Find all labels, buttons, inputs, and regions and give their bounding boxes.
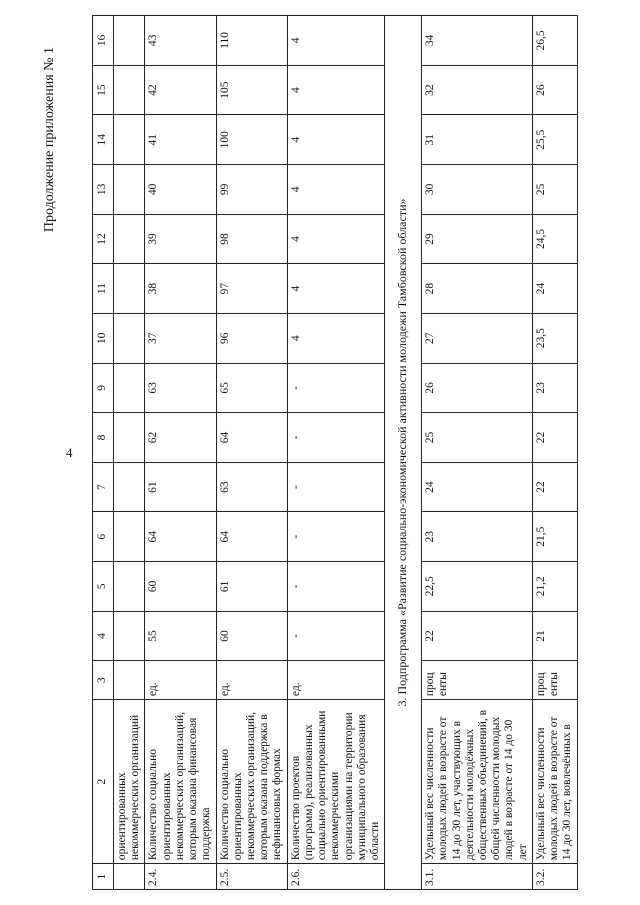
value-cell: 65 xyxy=(216,363,287,413)
value-cell: 96 xyxy=(216,313,287,363)
value-cell xyxy=(114,512,145,562)
indicator-name: Количество социально ориентированных некоммерческих организаций, которым оказана поддержка в нефинансовых формах xyxy=(216,700,287,864)
value-cell: 42 xyxy=(145,65,216,115)
appendix-caption: Продолжение приложения № 1 xyxy=(42,47,57,233)
value-cell: 61 xyxy=(145,462,216,512)
value-cell: 22,5 xyxy=(422,562,533,612)
value-cell: 100 xyxy=(216,115,287,165)
subprogram-row xyxy=(385,16,422,890)
value-cell xyxy=(114,65,145,115)
unit-cell xyxy=(114,661,145,700)
table-row xyxy=(532,16,577,890)
value-cell: 26 xyxy=(532,65,577,115)
table-row xyxy=(422,16,533,890)
value-cell: 4 xyxy=(287,264,385,314)
value-cell: 39 xyxy=(145,214,216,264)
value-cell: 27 xyxy=(422,313,533,363)
value-cell: 24 xyxy=(422,462,533,512)
value-cell: - xyxy=(287,363,385,413)
value-cell: 99 xyxy=(216,165,287,215)
indicator-name: Удельный вес численности молодых людей в возрасте от 14 до 30 лет, вовлечённых в xyxy=(532,700,577,864)
value-cell: 4 xyxy=(287,115,385,165)
value-cell: 4 xyxy=(287,214,385,264)
unit-cell: ед. xyxy=(145,661,216,700)
value-cell: 23 xyxy=(422,512,533,562)
value-cell: 4 xyxy=(287,65,385,115)
value-cell: - xyxy=(287,611,385,661)
value-cell: 4 xyxy=(287,165,385,215)
row-number: 3.2. xyxy=(532,864,577,890)
value-cell xyxy=(114,462,145,512)
unit-cell: ед. xyxy=(287,661,385,700)
value-cell: 97 xyxy=(216,264,287,314)
header-cell: 14 xyxy=(93,115,114,165)
value-cell xyxy=(114,413,145,463)
header-cell: 5 xyxy=(93,562,114,612)
value-cell: 34 xyxy=(422,16,533,66)
unit-cell: проц енты xyxy=(422,661,533,700)
table-row xyxy=(145,16,216,890)
value-cell xyxy=(114,611,145,661)
value-cell: 105 xyxy=(216,65,287,115)
value-cell: 60 xyxy=(145,562,216,612)
header-cell: 10 xyxy=(93,313,114,363)
row-number: 2.6. xyxy=(287,864,385,890)
header-cell: 13 xyxy=(93,165,114,215)
value-cell: 4 xyxy=(287,16,385,66)
header-cell: 7 xyxy=(93,462,114,512)
value-cell xyxy=(114,562,145,612)
value-cell: 21,5 xyxy=(532,512,577,562)
value-cell xyxy=(114,363,145,413)
row-number xyxy=(114,864,145,890)
value-cell: 23 xyxy=(532,363,577,413)
value-cell: 28 xyxy=(422,264,533,314)
header-cell: 8 xyxy=(93,413,114,463)
value-cell: 24,5 xyxy=(532,214,577,264)
value-cell: 32 xyxy=(422,65,533,115)
value-cell: 37 xyxy=(145,313,216,363)
header-cell: 3 xyxy=(93,661,114,700)
value-cell: 24 xyxy=(532,264,577,314)
value-cell: - xyxy=(287,512,385,562)
value-cell: 23,5 xyxy=(532,313,577,363)
value-cell xyxy=(114,165,145,215)
table-row xyxy=(216,16,287,890)
value-cell: 30 xyxy=(422,165,533,215)
value-cell: 22 xyxy=(422,611,533,661)
value-cell: 41 xyxy=(145,115,216,165)
value-cell: 55 xyxy=(145,611,216,661)
rotated-page xyxy=(42,10,612,890)
value-cell: 64 xyxy=(216,413,287,463)
header-cell: 16 xyxy=(93,16,114,66)
unit-cell: проц енты xyxy=(532,661,577,700)
value-cell: 61 xyxy=(216,562,287,612)
value-cell: 64 xyxy=(145,512,216,562)
value-cell: - xyxy=(287,462,385,512)
table-row xyxy=(114,16,145,890)
header-cell: 2 xyxy=(93,700,114,864)
value-cell: 63 xyxy=(145,363,216,413)
indicator-name: Удельный вес численности молодых людей в возрасте от 14 до 30 лет, участвующих в деятельности молодёжных общественных объединений, в общей численности молодых людей в возрасте от 14 до 30 лет xyxy=(422,700,533,864)
value-cell: 64 xyxy=(216,512,287,562)
value-cell: - xyxy=(287,413,385,463)
value-cell: 25 xyxy=(422,413,533,463)
indicator-name: ориентированных некоммерческих организаций xyxy=(114,700,145,864)
page-number: 4 xyxy=(66,445,73,460)
value-cell: 63 xyxy=(216,462,287,512)
value-cell: 22 xyxy=(532,462,577,512)
value-cell: 110 xyxy=(216,16,287,66)
table-header-row xyxy=(93,16,114,890)
header-cell: 12 xyxy=(93,214,114,264)
indicators-table xyxy=(92,15,578,890)
value-cell: 26,5 xyxy=(532,16,577,66)
value-cell: 4 xyxy=(287,313,385,363)
indicator-name: Количество проектов (программ), реализованных социально ориентированными некоммерческими организациями на территории муниципального образования области xyxy=(287,700,385,864)
value-cell: - xyxy=(287,562,385,612)
indicator-name: Количество социально ориентированных некоммерческих организаций, которым оказана финансовая поддержка xyxy=(145,700,216,864)
value-cell xyxy=(114,16,145,66)
row-number: 2.4. xyxy=(145,864,216,890)
row-number: 2.5. xyxy=(216,864,287,890)
value-cell: 43 xyxy=(145,16,216,66)
value-cell: 25,5 xyxy=(532,115,577,165)
header-cell: 9 xyxy=(93,363,114,413)
value-cell: 21,2 xyxy=(532,562,577,612)
value-cell: 40 xyxy=(145,165,216,215)
value-cell: 21 xyxy=(532,611,577,661)
table-row xyxy=(287,16,385,890)
subprogram-title: 3. Подпрограмма «Развитие социально-экономической активности молодежи Тамбовской области» xyxy=(385,16,422,890)
value-cell: 38 xyxy=(145,264,216,314)
value-cell xyxy=(114,214,145,264)
value-cell: 31 xyxy=(422,115,533,165)
header-cell: 6 xyxy=(93,512,114,562)
value-cell: 98 xyxy=(216,214,287,264)
header-cell: 15 xyxy=(93,65,114,115)
value-cell xyxy=(114,313,145,363)
value-cell: 29 xyxy=(422,214,533,264)
value-cell: 25 xyxy=(532,165,577,215)
header-cell: 4 xyxy=(93,611,114,661)
header-cell: 11 xyxy=(93,264,114,314)
value-cell xyxy=(114,264,145,314)
header-cell: 1 xyxy=(93,864,114,890)
value-cell xyxy=(114,115,145,165)
row-number: 3.1. xyxy=(422,864,533,890)
unit-cell: ед. xyxy=(216,661,287,700)
value-cell: 22 xyxy=(532,413,577,463)
value-cell: 26 xyxy=(422,363,533,413)
value-cell: 62 xyxy=(145,413,216,463)
value-cell: 60 xyxy=(216,611,287,661)
